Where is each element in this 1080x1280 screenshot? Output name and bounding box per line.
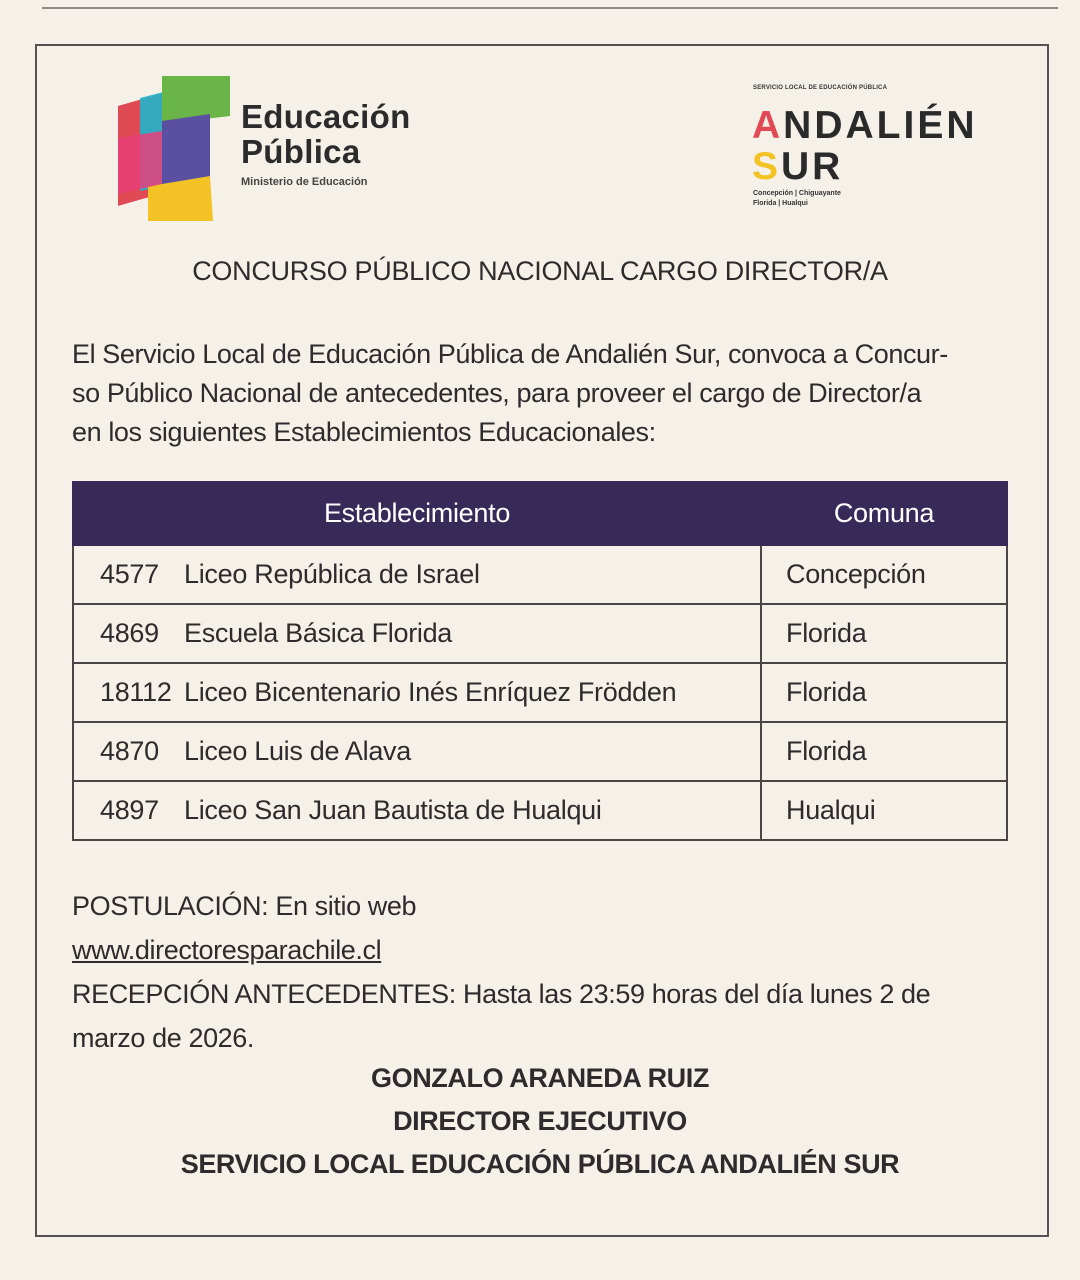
comuna-cell: Florida [761,722,1007,781]
application-website-link[interactable]: www.directoresparachile.cl [72,935,382,965]
application-info [72,884,1032,1060]
establishment-cell [73,604,761,663]
logo-line-publica: Pública [241,133,361,170]
postulacion-label: POSTULACIÓN: En sitio web [72,891,417,921]
table-header-row [73,482,1007,545]
table-row [73,781,1007,840]
establishment-name: Liceo Luis de Alava [184,736,411,766]
recepcion-line: marzo de 2026. [72,1023,255,1053]
comuna-cell: Florida [761,663,1007,722]
andalien-communes-1: Concepción | Chiguayante [753,190,841,197]
comuna-cell: Hualqui [761,781,1007,840]
table-row [73,604,1007,663]
rbd-code: 4897 [100,795,159,825]
educacion-publica-emblem-icon [118,76,233,221]
intro-line: en los siguientes Establecimientos Educacionales: [72,417,656,447]
rbd-code: 4577 [100,559,159,589]
establishment-name: Escuela Básica Florida [184,618,453,648]
comuna-cell: Concepción [761,545,1007,604]
establishment-cell [73,722,761,781]
wordmark-accent-letter: S [752,145,782,188]
andalien-sur-logo [750,85,1010,215]
signatory-organization: SERVICIO LOCAL EDUCACIÓN PÚBLICA ANDALIÉN SUR [180,1149,900,1179]
intro-line: so Público Nacional de antecedentes, para proveer el cargo de Director/a [72,378,922,408]
signature-block [0,1057,1080,1186]
signatory-role: DIRECTOR EJECUTIVO [393,1106,687,1136]
andalien-communes-2: Florida | Hualqui [753,200,808,207]
table-row [73,722,1007,781]
rbd-code: 4870 [100,736,159,766]
column-header-comuna: Comuna [761,482,1007,545]
establishment-cell [73,663,761,722]
recepcion-line: RECEPCIÓN ANTECEDENTES: Hasta las 23:59 horas del día lunes 2 de [72,979,931,1009]
andalien-line2: SUR [752,145,844,188]
wordmark-accent-letter: A [752,104,784,147]
column-header-establecimiento: Establecimiento [73,482,761,545]
top-divider [42,7,1058,9]
andalien-caption: SERVICIO LOCAL DE EDUCACIÓN PÚBLICA [753,85,888,91]
andalien-line1: ANDALIÉN [752,104,978,147]
establishment-cell [73,545,761,604]
rbd-code: 4869 [100,618,159,648]
table-row [73,663,1007,722]
comuna-cell: Florida [761,604,1007,663]
educacion-publica-logo [118,76,438,221]
logo-line-educacion: Educación [241,98,411,135]
page-title: CONCURSO PÚBLICO NACIONAL CARGO DIRECTOR/A [192,256,888,286]
signatory-name: GONZALO ARANEDA RUIZ [371,1063,709,1093]
intro-paragraph [72,335,1022,452]
establishments-table [72,481,1008,841]
logo-subtitle: Ministerio de Educación [241,176,368,188]
table-row [73,545,1007,604]
establishment-name: Liceo República de Israel [184,559,480,589]
intro-line: El Servicio Local de Educación Pública de Andalién Sur, convoca a Concur- [72,339,948,369]
postulacion-line [72,884,1032,972]
rbd-code: 18112 [100,677,172,707]
establishment-cell [73,781,761,840]
establishment-name: Liceo San Juan Bautista de Hualqui [184,795,602,825]
establishment-name: Liceo Bicentenario Inés Enríquez Frödden [184,677,677,707]
